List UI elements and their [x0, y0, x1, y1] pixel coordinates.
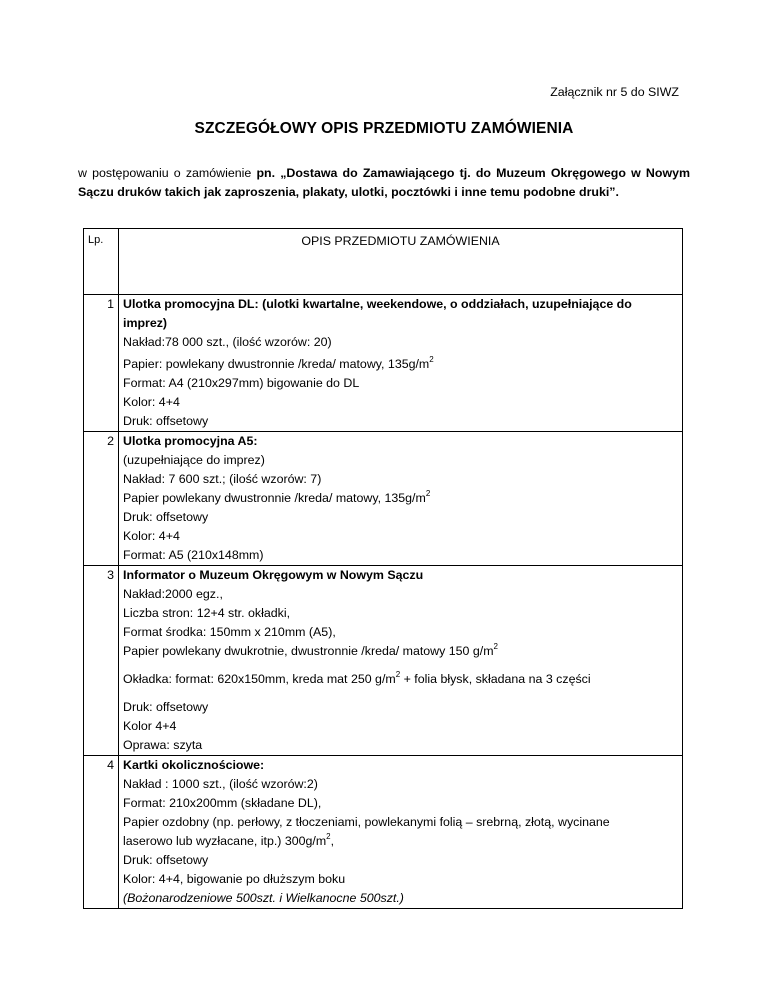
item-number: [84, 432, 119, 566]
annex-label: Załącznik nr 5 do SIWZ: [550, 85, 679, 99]
intro-prefix: w postępowaniu o zamówienie: [78, 166, 257, 180]
item-detail-line: [123, 585, 678, 604]
line-text: Druk: offsetowy: [123, 853, 209, 867]
line-text: Kolor 4+4: [123, 719, 177, 733]
line-text: Druk: offsetowy: [123, 414, 209, 428]
line-text: Nakład:2000 egz.,: [123, 587, 223, 601]
item-detail-line: [123, 813, 678, 832]
line-text: Format środka: 150mm x 210mm (A5),: [123, 625, 336, 639]
item-detail-line: [123, 604, 678, 623]
item-title: [123, 566, 678, 585]
item-detail-line: [123, 832, 678, 851]
line-text: laserowo lub wyzłacane, itp.) 300g/m: [123, 834, 327, 848]
item-detail-line: [123, 470, 678, 489]
intro-paragraph: [78, 164, 690, 202]
item-number-text: 1: [107, 297, 114, 311]
line-text: Format: 210x200mm (składane DL),: [123, 796, 322, 810]
line-text: Ulotka promocyjna A5:: [123, 434, 258, 448]
line-text: Ulotka promocyjna DL: (ulotki kwartalne, weekendowe, o oddziałach, uzupełniające do: [123, 297, 632, 311]
item-number-text: 4: [107, 758, 114, 772]
line-text: Oprawa: szyta: [123, 738, 203, 752]
item-detail-line: [123, 794, 678, 813]
item-description: [119, 756, 683, 909]
column-header-description: OPIS PRZEDMIOTU ZAMÓWIENIA: [119, 229, 683, 295]
item-detail-line: [123, 508, 678, 527]
item-detail-line: [123, 412, 678, 431]
specification-table: [83, 228, 683, 909]
line-text: Kolor: 4+4, bigowanie po dłuższym boku: [123, 872, 346, 886]
item-detail-line: [123, 451, 678, 470]
superscript-exponent: 2: [395, 670, 401, 679]
superscript-exponent: 2: [326, 832, 331, 841]
item-detail-line: [123, 870, 678, 889]
line-text: Kartki okolicznościowe:: [123, 758, 265, 772]
line-text: Papier: powlekany dwustronnie /kreda/ matowy, 135g/m: [123, 357, 430, 371]
item-title: [123, 432, 678, 451]
item-detail-line: [123, 736, 678, 755]
item-title: [123, 295, 678, 314]
item-detail-line: [123, 889, 678, 908]
item-detail-line: [123, 642, 678, 661]
item-detail-line: [123, 314, 678, 333]
line-text: (uzupełniające do imprez): [123, 453, 265, 467]
table-row: [84, 295, 683, 432]
line-text: Okładka: format: 620x150mm, kreda mat 250 g/m: [123, 672, 396, 686]
item-detail-line: [123, 374, 678, 393]
line-text: Nakład:78 000 szt., (ilość wzorów: 20): [123, 335, 332, 349]
line-text: Format: A5 (210x148mm): [123, 548, 264, 562]
item-detail-line: [123, 527, 678, 546]
item-detail-line: [123, 489, 678, 508]
line-text: Kolor: 4+4: [123, 529, 180, 543]
table-header-row: [84, 229, 683, 295]
line-text: Kolor: 4+4: [123, 395, 180, 409]
item-detail-line: [123, 623, 678, 642]
line-text: Papier powlekany dwustronnie /kreda/ matowy, 135g/m: [123, 491, 426, 505]
item-number-text: 2: [107, 434, 114, 448]
item-number: [84, 566, 119, 756]
item-detail-line: [123, 333, 678, 352]
intro-procedure-name: pn. „Dostawa do Zamawiającego tj. do Muzeum Okręgowego w Nowym Sączu druków takich jak zaproszenia, plakaty, ulotki, pocztówki i inne temu podobne druki”.: [78, 166, 690, 199]
item-detail-line: [123, 775, 678, 794]
superscript-exponent: 2: [493, 642, 498, 651]
line-text: Druk: offsetowy: [123, 700, 209, 714]
line-text: Nakład : 1000 szt., (ilość wzorów:2): [123, 777, 318, 791]
line-text: Liczba stron: 12+4 str. okładki,: [123, 606, 291, 620]
line-text: Informator o Muzeum Okręgowym w Nowym Sączu: [123, 568, 424, 582]
table-row: [84, 432, 683, 566]
line-text-suffix: ,: [330, 834, 335, 848]
item-detail-line: [123, 698, 678, 717]
line-text-suffix: + folia błysk, składana na 3 części: [400, 672, 591, 686]
item-description: [119, 566, 683, 756]
line-text: Format: A4 (210x297mm) bigowanie do DL: [123, 376, 360, 390]
page-title: SZCZEGÓŁOWY OPIS PRZEDMIOTU ZAMÓWIENIA: [194, 120, 574, 137]
item-title: [123, 756, 678, 775]
line-text: imprez): [123, 316, 168, 330]
line-text: Nakład: 7 600 szt.; (ilość wzorów: 7): [123, 472, 322, 486]
item-description: [119, 432, 683, 566]
line-text: Papier powlekany dwukrotnie, dwustronnie /kreda/ matowy 150 g/m: [123, 644, 494, 658]
column-header-lp: Lp.: [84, 229, 119, 295]
item-detail-line: [123, 717, 678, 736]
item-detail-line: [123, 670, 678, 689]
item-number: [84, 295, 119, 432]
table-row: [84, 756, 683, 909]
item-description: [119, 295, 683, 432]
item-number-text: 3: [107, 568, 114, 582]
item-number: [84, 756, 119, 909]
line-text: Druk: offsetowy: [123, 510, 209, 524]
item-detail-line: [123, 851, 678, 870]
superscript-exponent: 2: [429, 355, 434, 364]
line-text: Papier ozdobny (np. perłowy, z tłoczeniami, powlekanymi folią – srebrną, złotą, wycinane: [123, 815, 610, 829]
item-detail-line: [123, 393, 678, 412]
superscript-exponent: 2: [425, 489, 431, 498]
table-row: [84, 566, 683, 756]
line-text: (Bożonarodzeniowe 500szt. i Wielkanocne 500szt.): [123, 891, 404, 905]
item-detail-line: [123, 546, 678, 565]
item-detail-line: [123, 355, 678, 374]
